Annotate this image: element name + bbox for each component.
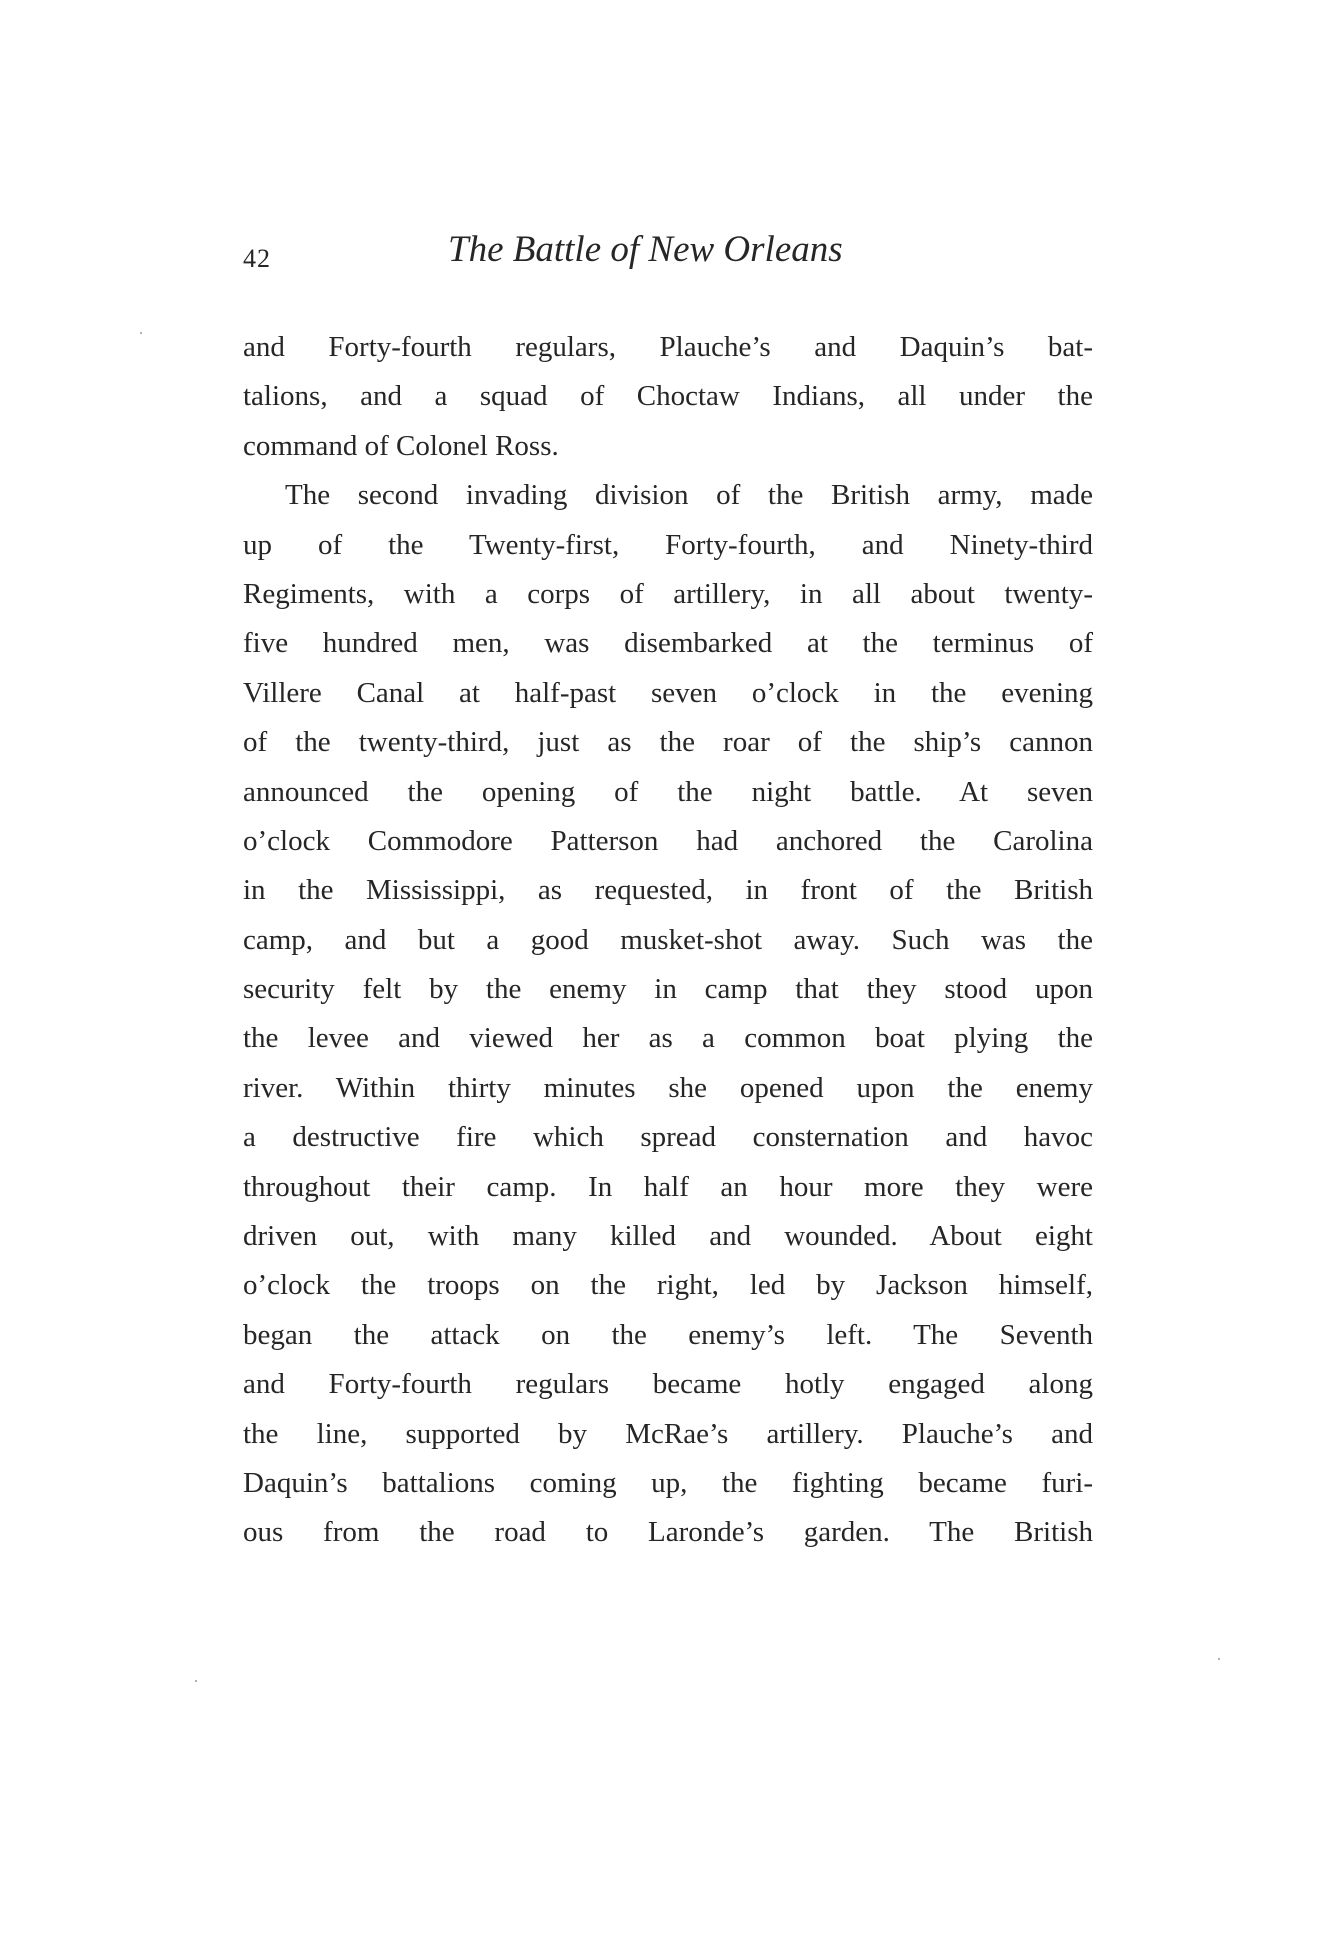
text-line: a destructive fire which spread consternation and havoc: [243, 1121, 1093, 1154]
text-line: talions, and a squad of Choctaw Indians, all under the: [243, 380, 1093, 413]
text-line: in the Mississippi, as requested, in front of the British: [243, 874, 1093, 907]
text-line: o’clock Commodore Patterson had anchored the Carolina: [243, 824, 1093, 857]
text-line: the line, supported by McRae’s artillery. Plauche’s and: [243, 1417, 1093, 1450]
scan-speck: [140, 332, 142, 334]
text-line: Daquin’s battalions coming up, the fighting became furi-: [243, 1466, 1093, 1499]
scan-speck: [1218, 1658, 1220, 1660]
text-line: Regiments, with a corps of artillery, in all about twenty-: [243, 577, 1093, 610]
text-line: throughout their camp. In half an hour more they were: [243, 1170, 1093, 1203]
text-line: up of the Twenty-first, Forty-fourth, and Ninety-third: [243, 528, 1093, 561]
body-text: [243, 323, 1093, 1558]
text-line: The second invading division of the British army, made: [285, 479, 1093, 512]
scan-speck: [195, 1680, 197, 1682]
text-line: the levee and viewed her as a common boat plying the: [243, 1022, 1093, 1055]
text-line: and Forty-fourth regulars became hotly engaged along: [243, 1368, 1093, 1401]
page-number: 42: [243, 244, 271, 273]
text-line: of the twenty-third, just as the roar of the ship’s cannon: [243, 726, 1093, 759]
text-line: command of Colonel Ross.: [243, 429, 559, 462]
text-line: camp, and but a good musket-shot away. Such was the: [243, 923, 1093, 956]
running-title: The Battle of New Orleans: [448, 229, 843, 270]
text-line: river. Within thirty minutes she opened upon the enemy: [243, 1071, 1093, 1104]
text-line: ous from the road to Laronde’s garden. The British: [243, 1516, 1093, 1549]
text-line: announced the opening of the night battle. At seven: [243, 775, 1093, 808]
text-line: driven out, with many killed and wounded. About eight: [243, 1220, 1093, 1253]
text-line: security felt by the enemy in camp that they stood upon: [243, 973, 1093, 1006]
text-line: five hundred men, was disembarked at the terminus of: [243, 627, 1093, 660]
text-line: began the attack on the enemy’s left. The Seventh: [243, 1318, 1093, 1351]
text-line: and Forty-fourth regulars, Plauche’s and Daquin’s bat-: [243, 331, 1093, 363]
text-line: o’clock the troops on the right, led by Jackson himself,: [243, 1269, 1093, 1302]
page-header: [243, 228, 1093, 288]
text-line: Villere Canal at half-past seven o’clock in the evening: [243, 676, 1093, 709]
